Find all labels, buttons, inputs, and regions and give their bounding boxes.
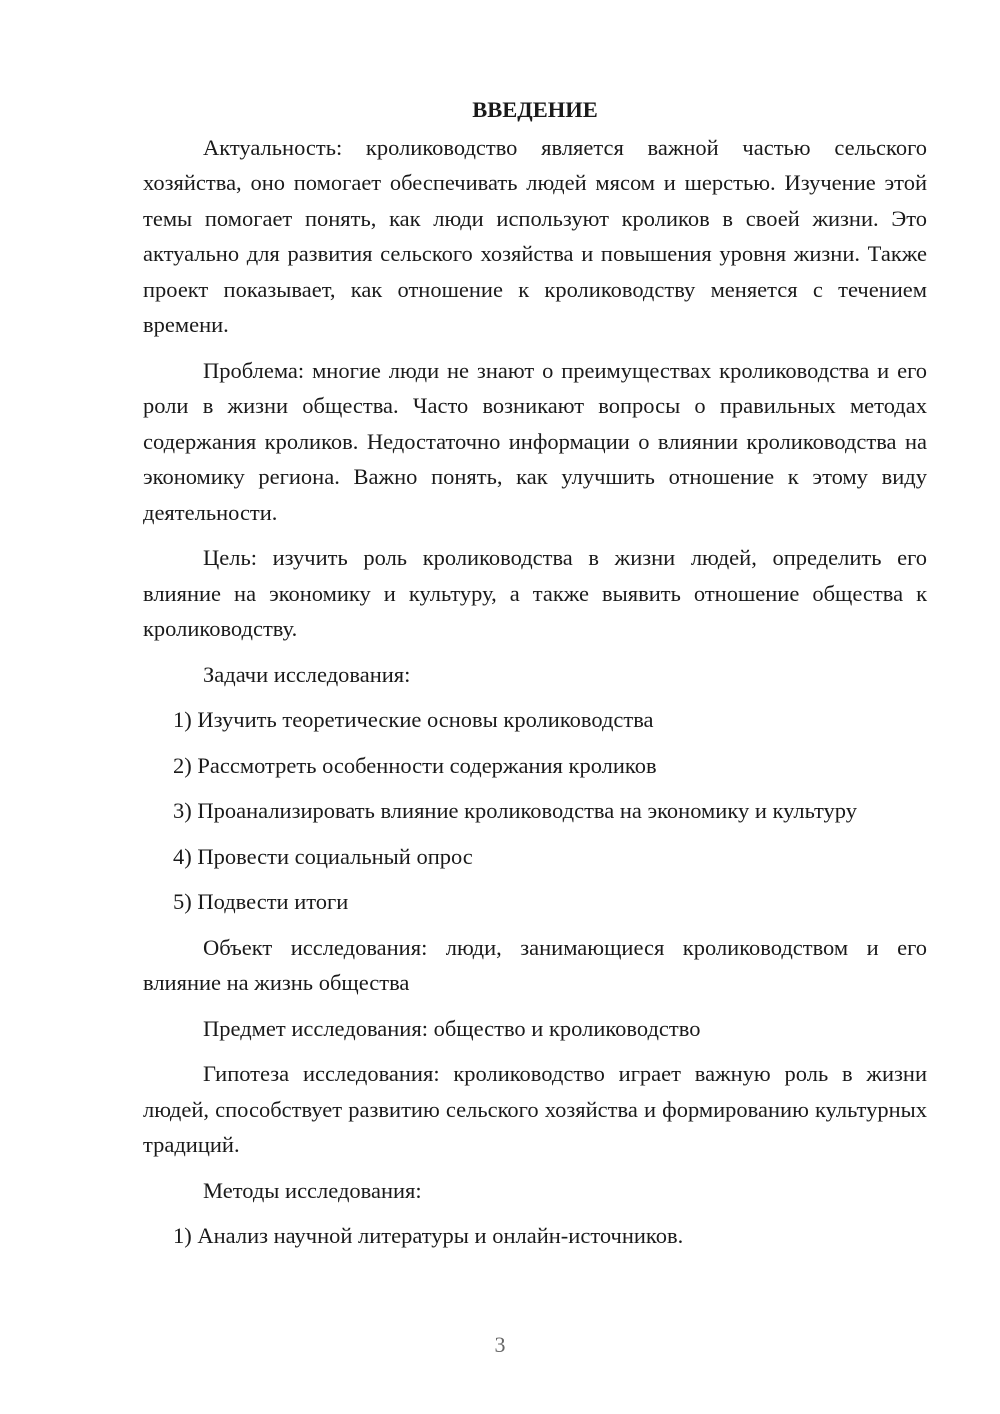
task-item-2: 2) Рассмотреть особенности содержания кроликов — [173, 752, 657, 778]
document-page — [143, 92, 927, 1264]
task-item-1: 1) Изучить теоретические основы кролиководства — [173, 707, 654, 732]
section-title: ВВЕДЕНИЕ — [472, 97, 598, 122]
task-item-5: 5) Подвести итоги — [173, 889, 349, 914]
methods-heading: Методы исследования: — [203, 1177, 422, 1203]
task-item-4: 4) Провести социальный опрос — [173, 843, 473, 869]
page-number: 3 — [494, 1332, 506, 1357]
tasks-heading: Задачи исследования: — [203, 661, 411, 687]
task-item-3: 3) Проанализировать влияние кролиководства на экономику и культуру — [173, 798, 857, 823]
paragraph-subject: Предмет исследования: общество и кролиководство — [203, 1015, 701, 1041]
paragraph-problem: Проблема: многие люди не знают о преимуществах кролиководства и его роли в жизни общества. Часто возникают вопросы о правильных методах содержания кроликов. Недостаточно информации о влиянии кролиководства на экономику региона. Важно понять, как улучшить отношение к этому виду деятельности. — [143, 357, 927, 525]
paragraph-goal: Цель: изучить роль кролиководства в жизни людей, определить его влияние на экономику и культуру, а также выявить отношение общества к кролиководству. — [143, 545, 927, 641]
method-item-1: 1) Анализ научной литературы и онлайн-источников. — [173, 1223, 684, 1248]
paragraph-object: Объект исследования: люди, занимающиеся кролиководством и его влияние на жизнь общества — [143, 934, 927, 995]
paragraph-hypothesis: Гипотеза исследования: кролиководство играет важную роль в жизни людей, способствует развитию сельского хозяйства и формированию культурных традиций. — [143, 1061, 927, 1157]
paragraph-relevance: Актуальность: кролиководство является важной частью сельского хозяйства, оно помогает обеспечивать людей мясом и шерстью. Изучение этой темы помогает понять, как люди используют кроликов в своей жизни. Это актуально для развития сельского хозяйства и повышения уровня жизни. Также проект показывает, как отношение к кролиководству меняется с течением времени. — [143, 134, 927, 337]
